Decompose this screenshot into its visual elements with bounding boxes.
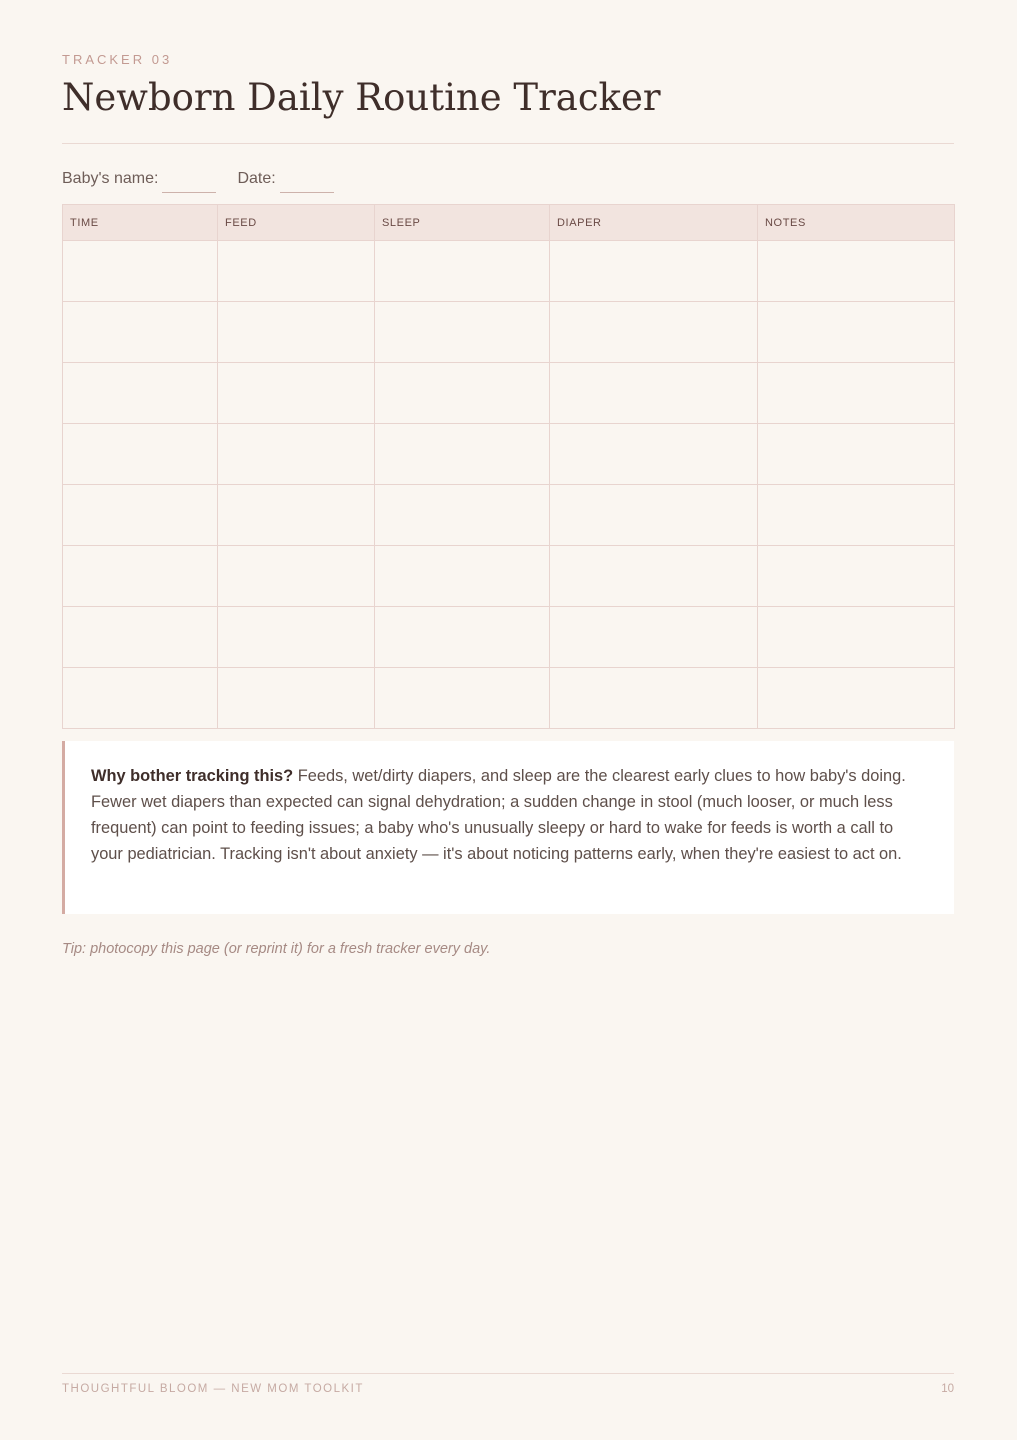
cell-diaper[interactable] (550, 546, 758, 607)
info-lead: Why bother tracking this? (91, 767, 294, 785)
cell-diaper[interactable] (550, 302, 758, 363)
cell-notes[interactable] (758, 302, 955, 363)
page-number: 10 (941, 1383, 954, 1395)
cell-time[interactable] (63, 546, 218, 607)
tracker-eyebrow: TRACKER 03 (62, 52, 173, 67)
cell-sleep[interactable] (375, 668, 550, 729)
cell-sleep[interactable] (375, 424, 550, 485)
column-header-diaper: DIAPER (550, 205, 758, 241)
cell-diaper[interactable] (550, 424, 758, 485)
cell-diaper[interactable] (550, 485, 758, 546)
column-header-notes: NOTES (758, 205, 955, 241)
cell-time[interactable] (63, 424, 218, 485)
cell-diaper[interactable] (550, 607, 758, 668)
table-body (63, 241, 955, 729)
cell-notes[interactable] (758, 241, 955, 302)
cell-time[interactable] (63, 363, 218, 424)
cell-diaper[interactable] (550, 363, 758, 424)
cell-notes[interactable] (758, 485, 955, 546)
baby-info-fields (62, 170, 334, 194)
cell-feed[interactable] (218, 302, 375, 363)
cell-feed[interactable] (218, 485, 375, 546)
page-title: Newborn Daily Routine Tracker (62, 76, 661, 119)
table-row (63, 302, 955, 363)
cell-feed[interactable] (218, 241, 375, 302)
cell-feed[interactable] (218, 668, 375, 729)
cell-notes[interactable] (758, 546, 955, 607)
table-header-row (63, 205, 955, 241)
cell-feed[interactable] (218, 363, 375, 424)
info-callout (62, 741, 954, 914)
baby-name-label: Baby's name: (62, 170, 159, 187)
table-row (63, 363, 955, 424)
cell-time[interactable] (63, 607, 218, 668)
table-row (63, 546, 955, 607)
cell-feed[interactable] (218, 424, 375, 485)
cell-diaper[interactable] (550, 668, 758, 729)
cell-time[interactable] (63, 485, 218, 546)
date-field[interactable] (280, 170, 334, 193)
cell-time[interactable] (63, 668, 218, 729)
cell-notes[interactable] (758, 363, 955, 424)
cell-feed[interactable] (218, 546, 375, 607)
column-header-sleep: SLEEP (375, 205, 550, 241)
cell-notes[interactable] (758, 607, 955, 668)
table-row (63, 241, 955, 302)
cell-time[interactable] (63, 302, 218, 363)
tracker-page (62, 0, 954, 1440)
table-row (63, 485, 955, 546)
cell-feed[interactable] (218, 607, 375, 668)
title-divider (62, 143, 954, 144)
footer-divider (62, 1373, 954, 1374)
cell-time[interactable] (63, 241, 218, 302)
table-row (63, 668, 955, 729)
cell-diaper[interactable] (550, 241, 758, 302)
cell-sleep[interactable] (375, 302, 550, 363)
column-header-time: TIME (63, 205, 218, 241)
baby-name-field[interactable] (162, 170, 216, 193)
routine-table (62, 204, 955, 729)
cell-sleep[interactable] (375, 546, 550, 607)
cell-notes[interactable] (758, 668, 955, 729)
table-row (63, 424, 955, 485)
column-header-feed: FEED (218, 205, 375, 241)
cell-sleep[interactable] (375, 241, 550, 302)
date-label: Date: (237, 170, 276, 187)
cell-sleep[interactable] (375, 607, 550, 668)
cell-sleep[interactable] (375, 363, 550, 424)
table-row (63, 607, 955, 668)
tip-text: Tip: photocopy this page (or reprint it) for a fresh tracker every day. (62, 941, 491, 957)
footer-brand: THOUGHTFUL BLOOM — NEW MOM TOOLKIT (62, 1383, 364, 1395)
cell-sleep[interactable] (375, 485, 550, 546)
info-body: Feeds, wet/dirty diapers, and sleep are the clearest early clues to how baby's doing. Fewer wet diapers than expected can signal dehydration; a sudden change in stool (much looser, or much less frequent) can point to feeding issues; a baby who's unusually sleepy or hard to wake for feeds is worth a call to your pediatrician. Tracking isn't about anxiety — it's about noticing patterns early, when they're easiest to act on. (91, 767, 906, 863)
cell-notes[interactable] (758, 424, 955, 485)
